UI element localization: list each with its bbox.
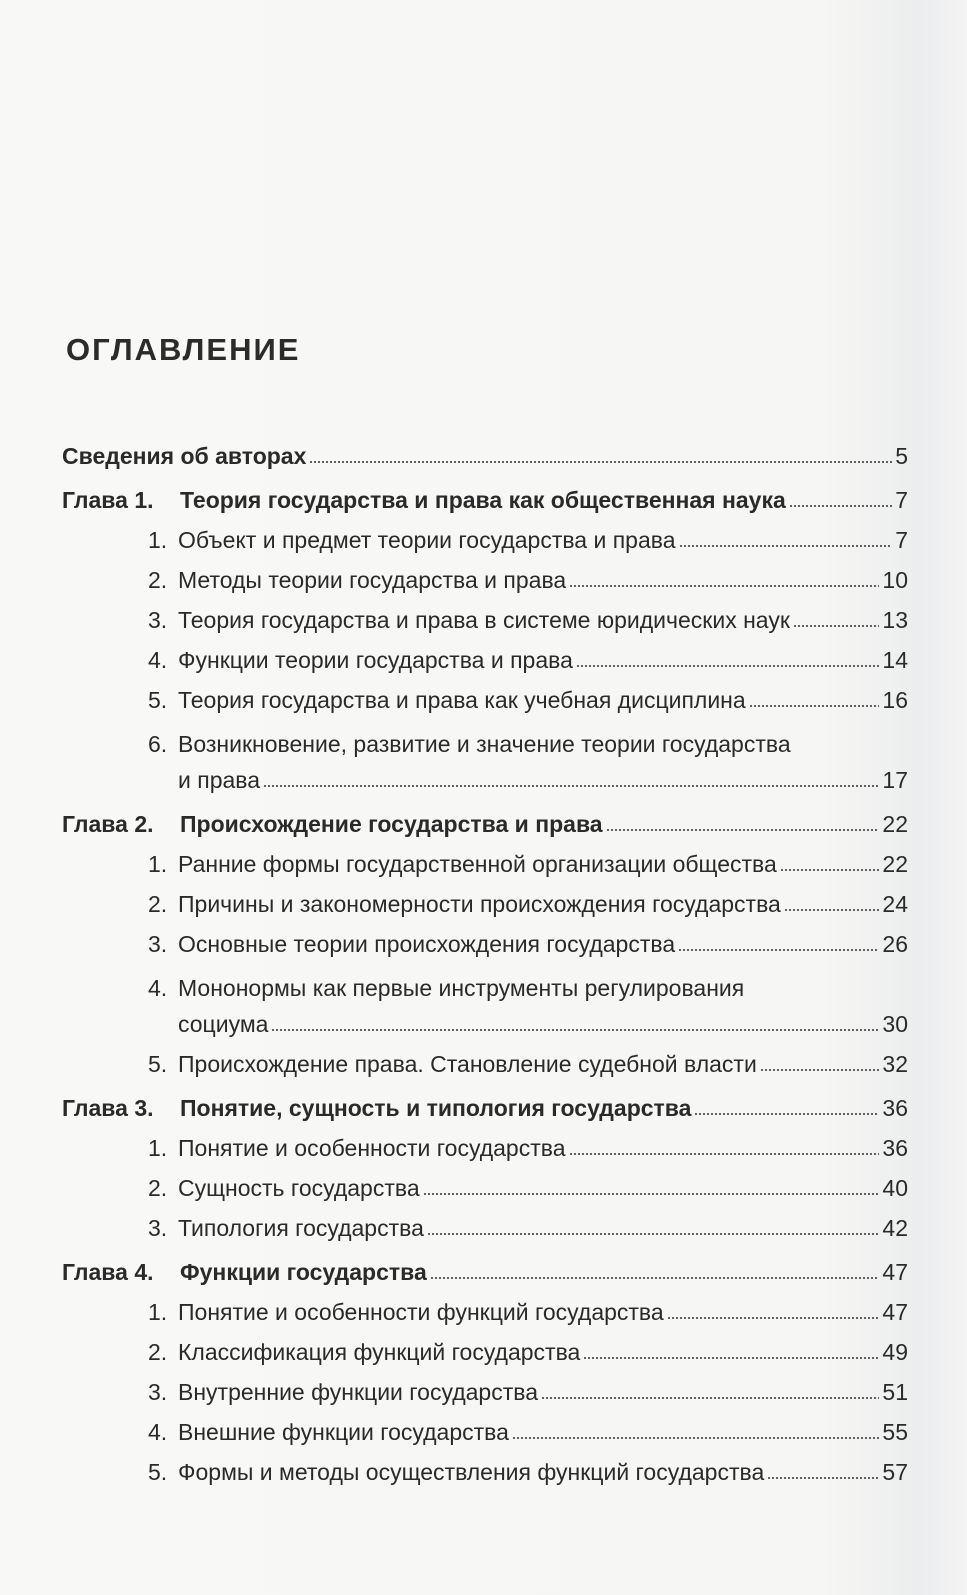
toc-section-entry (62, 1406, 908, 1446)
section-title: Происхождение права. Становление судебной власти (178, 1051, 757, 1077)
page-number: 57 (882, 1459, 908, 1485)
section-title: Формы и методы осуществления функций государства (178, 1459, 765, 1485)
dot-leader (667, 1317, 880, 1319)
toc-section-entry (62, 1202, 908, 1242)
dot-leader (606, 829, 880, 831)
section-number: 5. (148, 1051, 168, 1077)
page-number: 22 (882, 811, 908, 837)
section-number: 3. (148, 1215, 168, 1241)
dot-leader (263, 785, 879, 787)
dot-leader (583, 1357, 879, 1359)
dot-leader (780, 869, 880, 871)
toc-section-entry (62, 1122, 908, 1162)
dot-leader (789, 505, 892, 507)
section-title: Методы теории государства и права (178, 567, 567, 593)
section-title-continued: и права (178, 767, 261, 793)
chapter-title: Происхождение государства и права (180, 811, 603, 837)
dot-leader (309, 461, 892, 463)
section-number: 2. (148, 891, 168, 917)
section-title: Причины и закономерности происхождения государства (178, 891, 781, 917)
dot-leader (271, 1029, 879, 1031)
page-number: 26 (882, 931, 908, 957)
toc-section-entry (62, 714, 908, 794)
toc-section-entry (62, 514, 908, 554)
section-title: Понятие и особенности государства (178, 1135, 566, 1161)
toc-section-entry (62, 1162, 908, 1202)
toc-section-entry (62, 838, 908, 878)
page-number: 42 (882, 1215, 908, 1241)
section-number: 5. (148, 1459, 168, 1485)
dot-leader (541, 1397, 879, 1399)
toc-section-entry (62, 958, 908, 1038)
section-title: Основные теории происхождения государства (178, 931, 676, 957)
chapter-number: Глава 3. (62, 1095, 154, 1121)
toc-section-entry (62, 554, 908, 594)
section-number: 1. (148, 851, 168, 877)
page-number: 49 (882, 1339, 908, 1365)
page-number: 7 (895, 487, 908, 513)
section-title: Сведения об авторах (62, 443, 307, 469)
page-number: 51 (882, 1379, 908, 1405)
page-number: 47 (882, 1259, 908, 1285)
page-number: 36 (882, 1095, 908, 1121)
chapter-title: Понятие, сущность и типология государства (180, 1095, 692, 1121)
section-title: Типология государства (178, 1215, 424, 1241)
section-number: 1. (148, 1299, 168, 1325)
toc-section-entry (62, 1326, 908, 1366)
toc-section-entry (62, 1038, 908, 1078)
page-title: ОГЛАВЛЕНИЕ (66, 332, 301, 367)
section-title: Ранние формы государственной организации общества (178, 851, 777, 877)
page-number: 7 (895, 527, 908, 553)
table-of-contents (62, 430, 908, 1486)
page-number: 17 (882, 767, 908, 793)
toc-front-entry (62, 430, 908, 470)
page-number: 10 (882, 567, 908, 593)
dot-leader (569, 585, 879, 587)
toc-section-entry (62, 918, 908, 958)
section-title: Внешние функции государства (178, 1419, 509, 1445)
section-title: Понятие и особенности функций государства (178, 1299, 664, 1325)
dot-leader (678, 949, 879, 951)
dot-leader (679, 545, 893, 547)
section-title: Мононормы как первые инструменты регулирования (178, 975, 745, 1001)
section-number: 1. (148, 527, 168, 553)
page-number: 13 (882, 607, 908, 633)
toc-chapter-entry (62, 476, 908, 514)
section-title: Классификация функций государства (178, 1339, 581, 1365)
page-number: 22 (882, 851, 908, 877)
page-number: 14 (882, 647, 908, 673)
page-number: 36 (882, 1135, 908, 1161)
section-number: 1. (148, 1135, 168, 1161)
toc-chapter-entry (62, 800, 908, 838)
section-number: 4. (148, 975, 168, 1001)
toc-section-entry (62, 594, 908, 634)
section-title: Сущность государства (178, 1175, 420, 1201)
chapter-number: Глава 1. (62, 487, 154, 513)
dot-leader (423, 1193, 880, 1195)
dot-leader (427, 1233, 880, 1235)
dot-leader (430, 1277, 880, 1279)
section-number: 2. (148, 567, 168, 593)
section-number: 2. (148, 1175, 168, 1201)
page-number: 5 (895, 443, 908, 469)
section-title: Внутренние функции государства (178, 1379, 538, 1405)
chapter-number: Глава 2. (62, 811, 154, 837)
section-title-continued: социума (178, 1011, 269, 1037)
dot-leader (512, 1437, 880, 1439)
chapter-title: Функции государства (180, 1259, 427, 1285)
section-number: 3. (148, 1379, 168, 1405)
dot-leader (749, 705, 880, 707)
dot-leader (793, 625, 880, 627)
section-title: Возникновение, развитие и значение теории государства (178, 731, 791, 757)
dot-leader (760, 1069, 880, 1071)
page-number: 16 (882, 687, 908, 713)
toc-section-entry (62, 878, 908, 918)
section-number: 5. (148, 687, 168, 713)
section-title: Объект и предмет теории государства и права (178, 527, 676, 553)
chapter-title: Теория государства и права как общественная наука (180, 487, 786, 513)
chapter-number: Глава 4. (62, 1259, 154, 1285)
page-number: 40 (882, 1175, 908, 1201)
toc-chapter-entry (62, 1084, 908, 1122)
dot-leader (767, 1477, 879, 1479)
toc-section-entry (62, 1446, 908, 1486)
toc-section-entry (62, 1286, 908, 1326)
toc-chapter-entry (62, 1248, 908, 1286)
page-number: 32 (882, 1051, 908, 1077)
toc-section-entry (62, 634, 908, 674)
page-number: 55 (882, 1419, 908, 1445)
section-title: Теория государства и права как учебная дисциплина (178, 687, 746, 713)
page-number: 47 (882, 1299, 908, 1325)
toc-section-entry (62, 674, 908, 714)
dot-leader (784, 909, 880, 911)
dot-leader (569, 1153, 880, 1155)
section-number: 2. (148, 1339, 168, 1365)
section-number: 4. (148, 647, 168, 673)
page-number: 30 (882, 1011, 908, 1037)
section-title: Теория государства и права в системе юридических наук (178, 607, 790, 633)
dot-leader (694, 1113, 879, 1115)
page-number: 24 (882, 891, 908, 917)
toc-section-entry (62, 1366, 908, 1406)
section-number: 6. (148, 731, 168, 757)
section-number: 4. (148, 1419, 168, 1445)
section-number: 3. (148, 931, 168, 957)
dot-leader (576, 665, 880, 667)
section-title: Функции теории государства и права (178, 647, 573, 673)
section-number: 3. (148, 607, 168, 633)
